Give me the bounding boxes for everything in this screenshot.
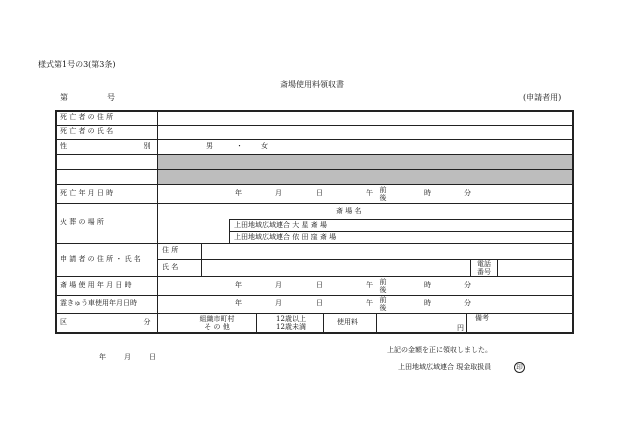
usage-datetime-label: 斎 場 使 用 年 月 日 時 [60, 281, 132, 289]
sex-female: 女 [261, 142, 268, 150]
number-suffix: 号 [107, 93, 115, 102]
classification-groups: 組織市町村 そ の 他 [199, 315, 235, 331]
remarks-label: 備考 [475, 314, 489, 322]
seal-mark: 印 [514, 362, 525, 373]
yen-label: 円 [457, 324, 464, 332]
number-label: 第 [60, 93, 68, 102]
document-title: 斎場使用料領収書 [280, 80, 344, 89]
gray-row-1 [157, 154, 573, 169]
crematorium-name-header: 斎 場 名 [336, 207, 362, 215]
gray-row-2 [157, 169, 573, 184]
phone-label: 電話 番号 [477, 260, 491, 276]
crematorium-yodakubo: 上田地域広域連合 依 田 窪 斎 場 [234, 233, 337, 241]
death-datetime-label: 死 亡 年 月 日 時 [60, 189, 114, 197]
crematorium-ohoshi: 上田地域広域連合 大 星 斎 場 [234, 221, 327, 229]
applicant-copy-label: (申請者用) [523, 93, 562, 102]
sex-male: 男 [206, 142, 213, 150]
applicant-address-label: 住 所 [162, 246, 179, 254]
sex-separator: ・ [236, 142, 243, 150]
footer-date-day: 日 [149, 353, 156, 361]
applicant-label: 申 請 者 の 住 所 ・ 氏 名 [60, 255, 141, 263]
cremation-place-label: 火 葬 の 場 所 [60, 218, 104, 226]
deceased-address-label: 死 亡 者 の 住 所 [60, 113, 114, 121]
sex-label: 性 別 [60, 142, 154, 150]
fee-label: 使用料 [337, 318, 358, 326]
hearse-datetime-label: 霊きゅう車使用年月日時 [60, 299, 137, 307]
applicant-name-label: 氏 名 [162, 263, 179, 271]
form-number: 様式第1号の3(第3条) [38, 60, 116, 69]
footer-date-year: 年 [99, 353, 106, 361]
classification-label: 区 分 [60, 318, 154, 326]
classification-ages: 12歳以上 12歳未満 [276, 315, 306, 331]
received-statement: 上記の金額を正に領収しました。 [387, 346, 492, 354]
footer-date-month: 月 [124, 353, 131, 361]
issuer-label: 上田地域広域連合 現金取扱員 [398, 363, 492, 371]
deceased-name-label: 死 亡 者 の 氏 名 [60, 127, 114, 135]
